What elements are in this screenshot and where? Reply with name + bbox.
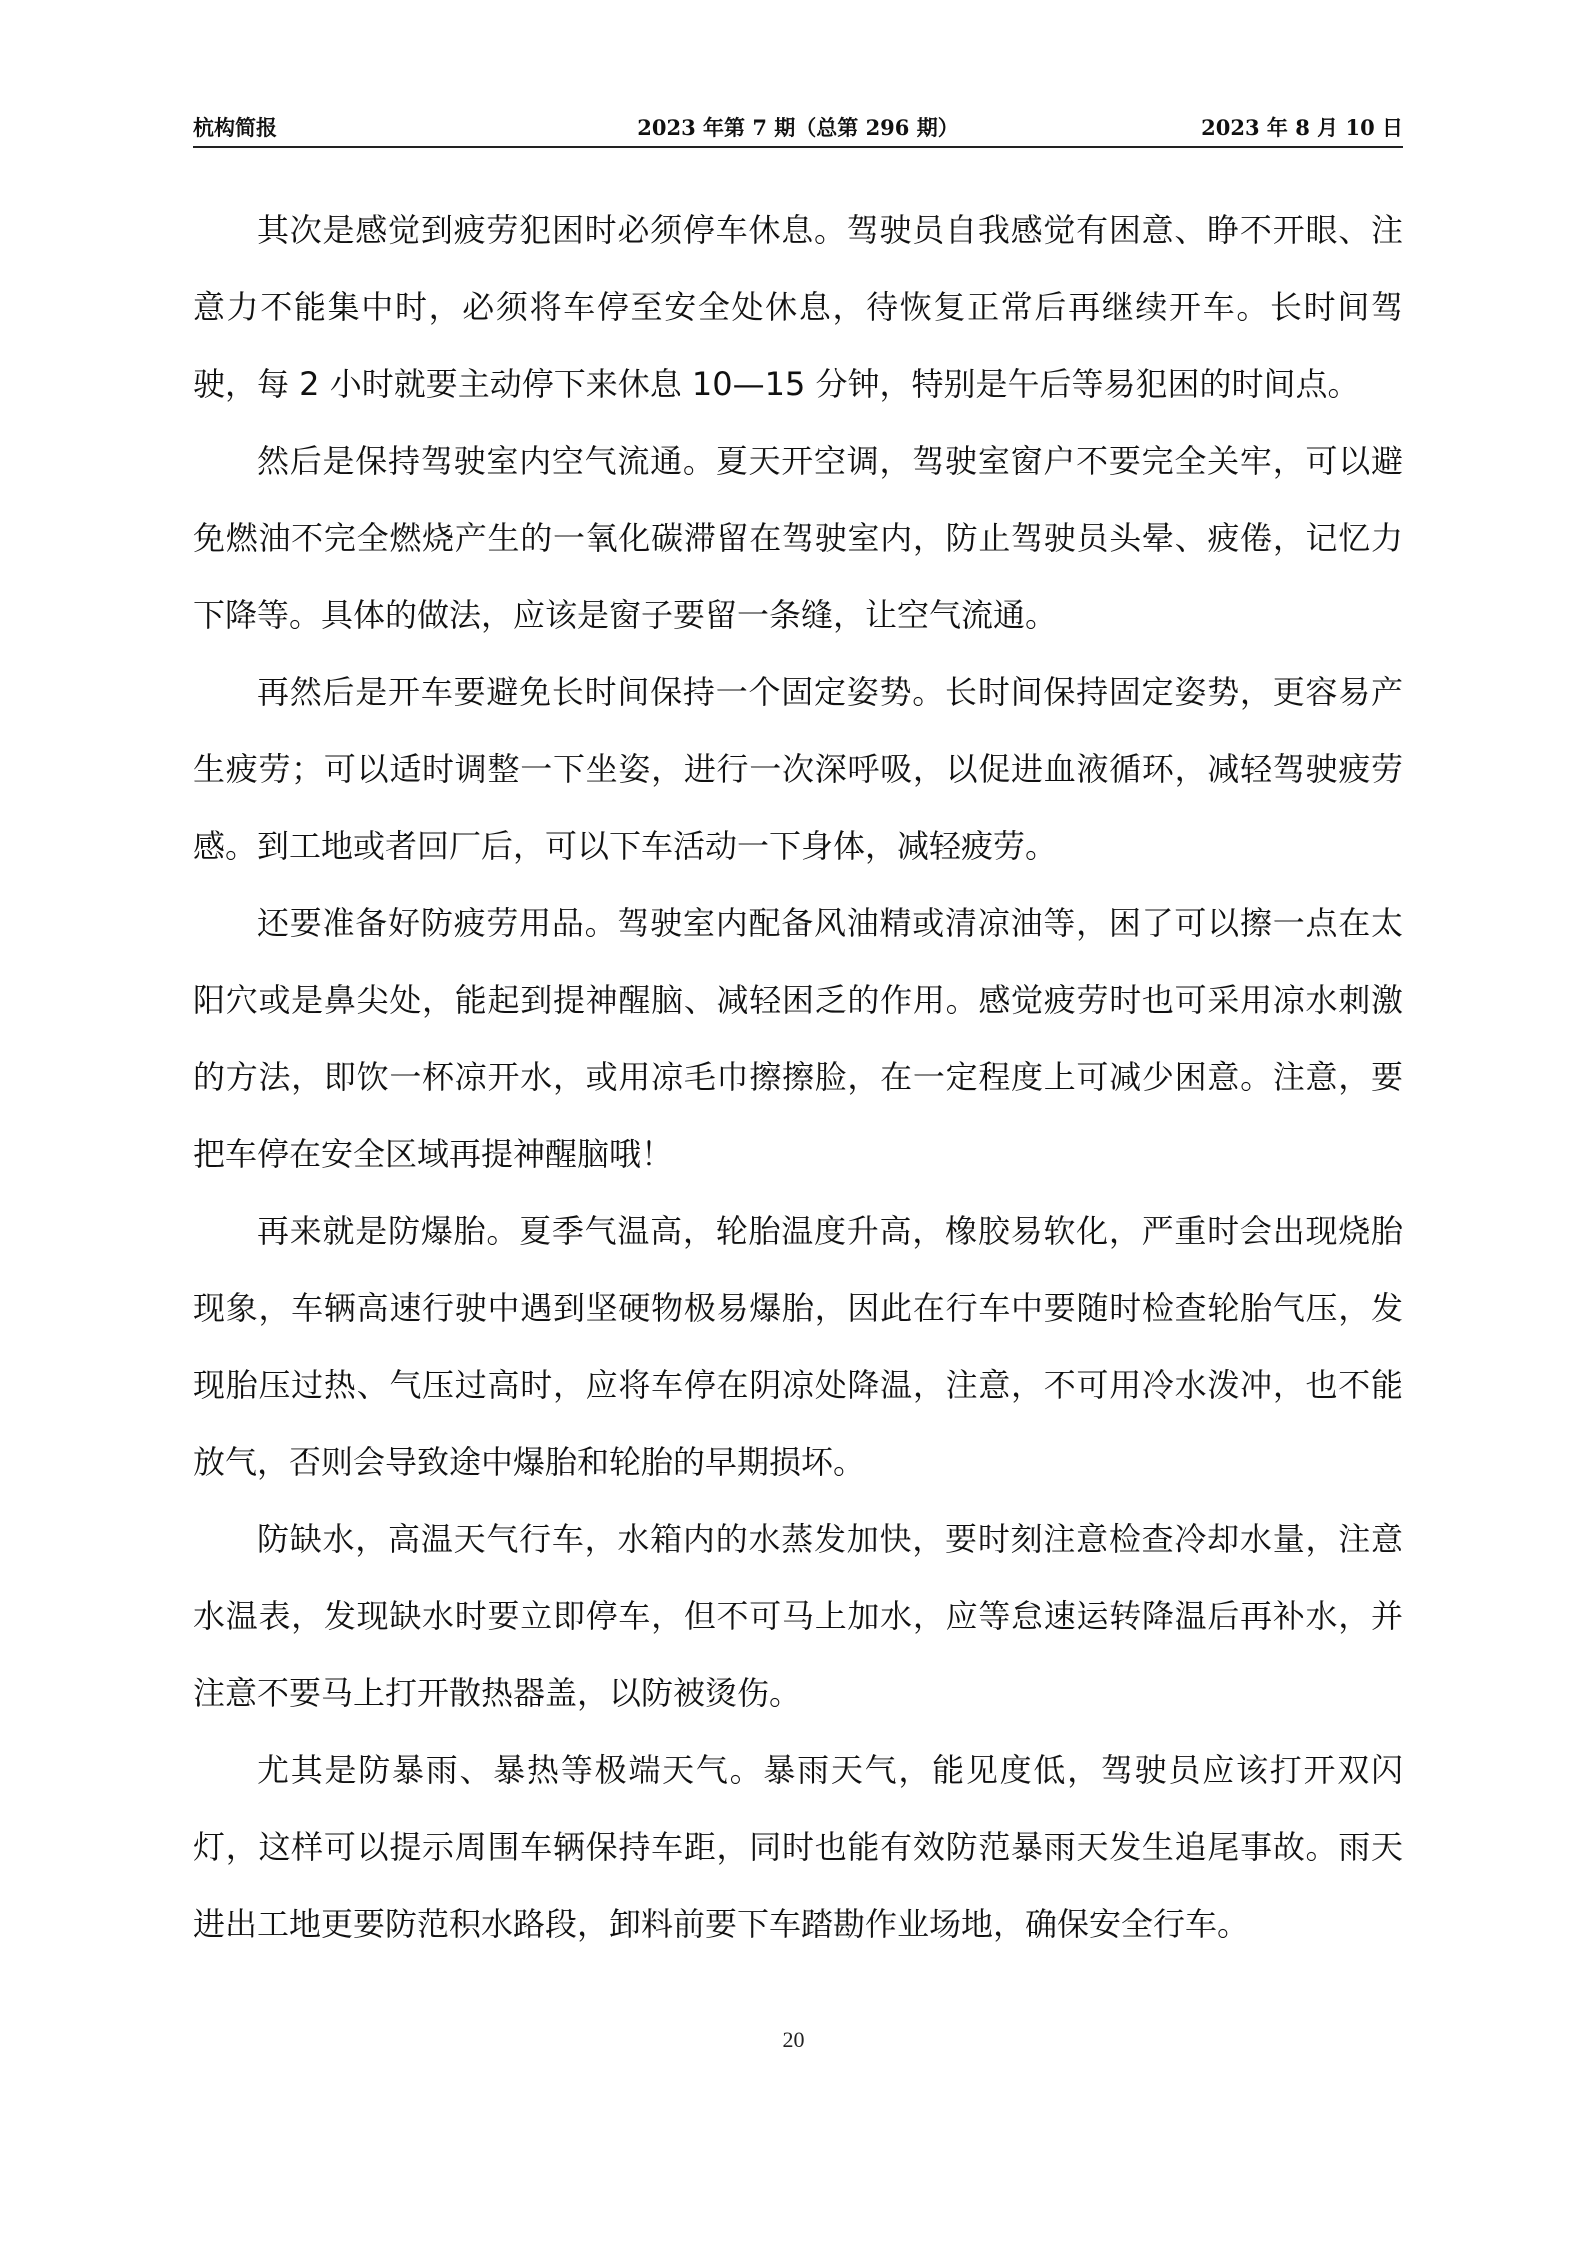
- paragraph: 再来就是防爆胎。夏季气温高，轮胎温度升高，橡胶易软化，严重时会出现烧胎现象，车辆高速行驶中遇到坚硬物极易爆胎，因此在行车中要随时检查轮胎气压，发现胎压过热、气压过高时，应将车停在阴凉处降温，注意，不可用冷水泼冲，也不能放气，否则会导致途中爆胎和轮胎的早期损坏。: [193, 1212, 1403, 1481]
- header-divider: [193, 146, 1403, 148]
- paragraph: 尤其是防暴雨、暴热等极端天气。暴雨天气，能见度低，驾驶员应该打开双闪灯，这样可以提示周围车辆保持车距，同时也能有效防范暴雨天发生追尾事故。雨天进出工地更要防范积水路段，卸料前要下车踏勘作业场地，确保安全行车。: [193, 1751, 1403, 1943]
- paragraph: 其次是感觉到疲劳犯困时必须停车休息。驾驶员自我感觉有困意、睁不开眼、注意力不能集中时，必须将车停至安全处休息，待恢复正常后再继续开车。长时间驾驶，每 2 小时就要主动停下来休息 10—15 分钟，特别是午后等易犯困的时间点。: [193, 211, 1403, 403]
- page-header: [193, 112, 1403, 148]
- paragraph: 再然后是开车要避免长时间保持一个固定姿势。长时间保持固定姿势，更容易产生疲劳；可以适时调整一下坐姿，进行一次深呼吸，以促进血液循环，减轻驾驶疲劳感。到工地或者回厂后，可以下车活动一下身体，减轻疲劳。: [193, 673, 1403, 865]
- publication-date: 2023 年 8 月 10 日: [1201, 115, 1403, 140]
- paragraph: 然后是保持驾驶室内空气流通。夏天开空调，驾驶室窗户不要完全关牢，可以避免燃油不完全燃烧产生的一氧化碳滞留在驾驶室内，防止驾驶员头晕、疲倦，记忆力下降等。具体的做法，应该是窗子要留一条缝，让空气流通。: [193, 442, 1403, 634]
- issue-number: 2023 年第 7 期（总第 296 期）: [637, 115, 959, 140]
- page-number: 20: [782, 2027, 805, 2052]
- article-body: [193, 192, 1403, 1963]
- paragraph: 还要准备好防疲劳用品。驾驶室内配备风油精或清凉油等，困了可以擦一点在太阳穴或是鼻尖处，能起到提神醒脑、减轻困乏的作用。感觉疲劳时也可采用凉水刺激的方法，即饮一杯凉开水，或用凉毛巾擦擦脸，在一定程度上可减少困意。注意，要把车停在安全区域再提神醒脑哦！: [193, 904, 1403, 1173]
- paragraph: 防缺水，高温天气行车，水箱内的水蒸发加快，要时刻注意检查冷却水量，注意水温表，发现缺水时要立即停车，但不可马上加水，应等怠速运转降温后再补水，并注意不要马上打开散热器盖，以防被烫伤。: [193, 1520, 1403, 1712]
- publication-name: 杭构简报: [193, 115, 277, 140]
